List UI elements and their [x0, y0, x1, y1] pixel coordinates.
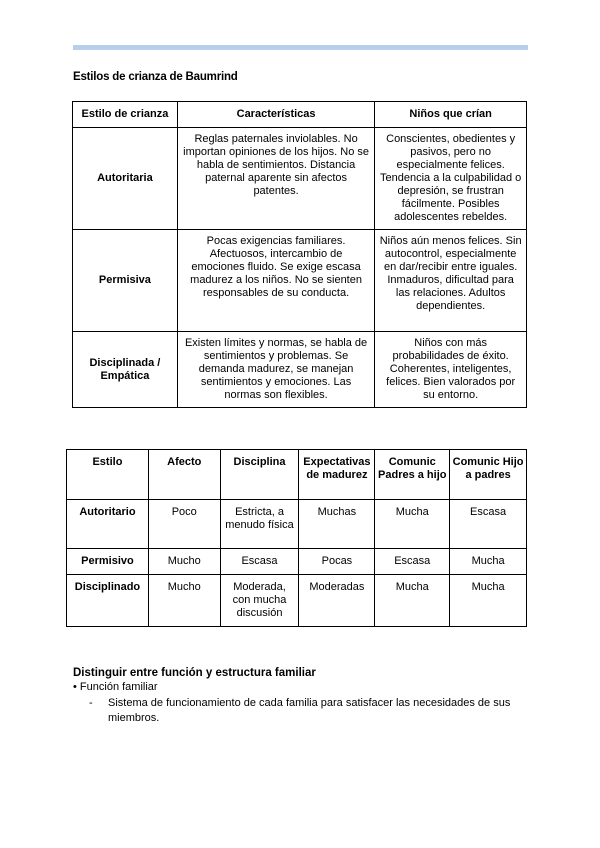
table-row [73, 230, 527, 332]
section-title-baumrind: Estilos de crianza de Baumrind [73, 71, 238, 83]
children-cell: Niños aún menos felices. Sin autocontrol, especialmente en dar/recibir entre iguales. Inmaduros, dificultad para las relaciones. Adultos dependientes. [375, 230, 527, 332]
table-row [67, 575, 527, 627]
table-cell: Estricta, a menudo física [220, 500, 299, 549]
style-cell: Autoritaria [73, 128, 178, 230]
section-title-family-function: Distinguir entre función y estructura familiar [73, 667, 316, 679]
bullet-icon: • [73, 681, 77, 693]
table-row [67, 500, 527, 549]
parenting-styles-table [72, 101, 527, 408]
table-header-row [67, 450, 527, 500]
table-cell: Mucha [375, 500, 450, 549]
header-cell: Afecto [148, 450, 220, 500]
header-cell: Comunic Hijo a padres [450, 450, 527, 500]
table-cell: Mucho [148, 549, 220, 575]
table-row [67, 549, 527, 575]
table-cell: Muchas [299, 500, 375, 549]
table-header-row [73, 102, 527, 128]
parenting-comparison-table [66, 449, 527, 627]
header-cell: Comunic Padres a hijo [375, 450, 450, 500]
table-cell: Mucha [450, 549, 527, 575]
children-cell: Conscientes, obedientes y pasivos, pero no especialmente felices. Tendencia a la culpabilidad o depresión, se frustran fácilmente. Posibles adolescentes rebeldes. [375, 128, 527, 230]
bullet-item [73, 681, 158, 693]
header-cell: Expectativas de madurez [299, 450, 375, 500]
header-cell: Disciplina [220, 450, 299, 500]
header-cell: Estilo [67, 450, 149, 500]
table-cell: Mucha [375, 575, 450, 627]
table-row [73, 332, 527, 408]
style-cell: Disciplinada / Empática [73, 332, 178, 408]
table-row [73, 128, 527, 230]
table-cell: Moderadas [299, 575, 375, 627]
table-cell: Mucha [450, 575, 527, 627]
header-cell: Estilo de crianza [73, 102, 178, 128]
table-cell: Poco [148, 500, 220, 549]
table-cell: Escasa [375, 549, 450, 575]
table-cell: Escasa [450, 500, 527, 549]
table-cell: Moderada, con mucha discusión [220, 575, 299, 627]
top-accent-bar [73, 45, 528, 50]
sub-item [89, 696, 529, 726]
table-cell: Pocas [299, 549, 375, 575]
children-cell: Niños con más probabilidades de éxito. Coherentes, inteligentes, felices. Bien valorados por su entorno. [375, 332, 527, 408]
characteristics-cell: Existen límites y normas, se habla de sentimientos y problemas. Se demanda madurez, se manejan sentimientos y emociones. Las normas son flexibles. [177, 332, 374, 408]
characteristics-cell: Reglas paternales inviolables. No importan opiniones de los hijos. No se habla de sentimientos. Distancia paternal aparente sin afectos patentes. [177, 128, 374, 230]
table-cell: Escasa [220, 549, 299, 575]
characteristics-cell: Pocas exigencias familiares. Afectuosos, intercambio de emociones fluido. Se exige escasa madurez a los niños. No se sienten responsables de su conducta. [177, 230, 374, 332]
sub-item-text: Sistema de funcionamiento de cada familia para satisfacer las necesidades de sus miembros. [108, 697, 511, 724]
style-cell: Autoritario [67, 500, 149, 549]
table-cell: Mucho [148, 575, 220, 627]
header-cell: Niños que crían [375, 102, 527, 128]
bullet-text: Función familiar [79, 681, 158, 693]
style-cell: Permisiva [73, 230, 178, 332]
style-cell: Permisivo [67, 549, 149, 575]
header-cell: Características [177, 102, 374, 128]
dash-icon: - [89, 697, 93, 709]
style-cell: Disciplinado [67, 575, 149, 627]
